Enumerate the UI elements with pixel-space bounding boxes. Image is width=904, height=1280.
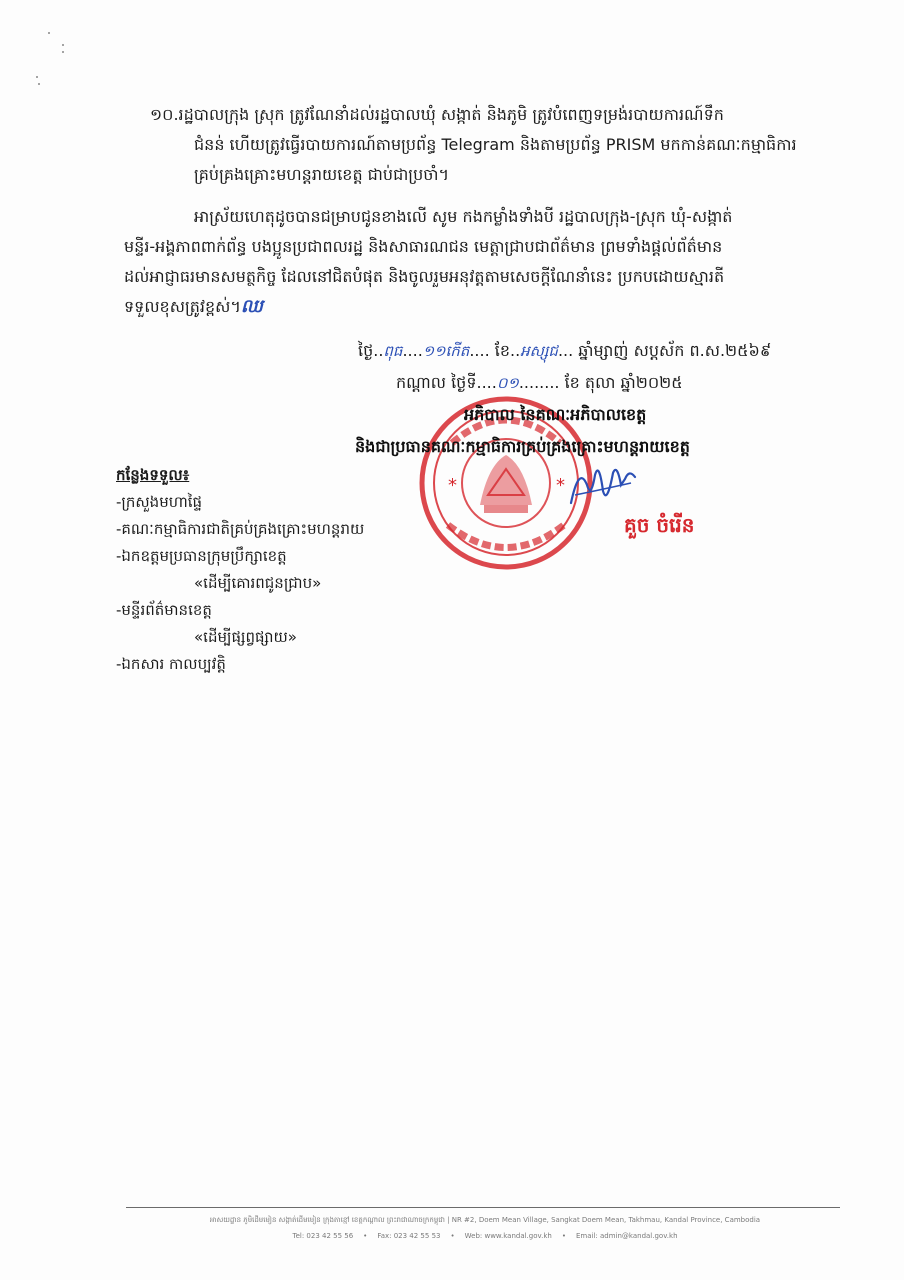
closing-paragraph <box>124 232 724 322</box>
recipients-list <box>116 462 364 678</box>
item-10-line-1: ១០.រដ្ឋបាលក្រុង ស្រុក ត្រូវណែនាំដល់រដ្ឋបាលឃុំ សង្កាត់ និងភូមិ ត្រូវបំពេញទម្រង់របាយការណ៍ទឹក <box>150 105 724 124</box>
month-handwritten: អស្សុជ <box>520 342 558 360</box>
svg-text:*: * <box>556 475 565 496</box>
scan-speck <box>48 32 50 34</box>
scan-speck <box>62 51 64 53</box>
signatory-title-2: និងជាប្រធានគណៈកម្មាធិការគ្រប់គ្រងគ្រោះមហន្តរាយខេត្ត <box>355 437 690 456</box>
recipient-item: -គណៈកម្មាធិការជាតិគ្រប់គ្រងគ្រោះមហន្តរាយ <box>116 520 365 538</box>
item-10-line-2: ជំនន់ ហើយត្រូវធ្វើរបាយការណ៍តាមប្រព័ន្ធ Telegram និងតាមប្រព័ន្ធ PRISM មកកាន់គណៈកម្មាធិការ <box>194 135 797 154</box>
day-handwritten: ពុធ <box>383 342 403 360</box>
day-number-handwritten: ០១ <box>496 374 519 392</box>
closing-line-4-text: ទទួលខុសត្រូវខ្ពស់។ <box>124 297 241 316</box>
scan-speck <box>38 83 40 85</box>
month-year-text: ខែ តុលា ឆ្នាំ២០២៥ <box>564 373 683 392</box>
footer-divider <box>126 1207 840 1208</box>
scan-speck <box>36 76 38 78</box>
made-at-text: កណ្តាល ថ្ងៃទី <box>396 373 477 392</box>
recipient-item: -ក្រសួងមហាផ្ទៃ <box>116 493 203 511</box>
handwritten-initial: ឈ <box>240 296 263 317</box>
item-10-paragraph <box>150 100 797 190</box>
closing-line-4 <box>124 292 724 322</box>
closing-paragraph-first-line <box>194 202 732 232</box>
footer-web[interactable]: Web: www.kandal.gov.kh <box>464 1232 552 1240</box>
recipient-note: «ដើម្បីផ្សព្វផ្សាយ» <box>194 628 297 646</box>
day-label: ថ្ងៃ <box>358 341 374 360</box>
signatory-name: គួច ចំរើន <box>624 513 695 537</box>
recipient-item: -ឯកឧត្តមប្រធានក្រុមប្រឹក្សាខេត្ត <box>116 547 287 565</box>
footer-tel: Tel: 023 42 55 56 <box>292 1232 354 1240</box>
footer-email[interactable]: Email: admin@kandal.gov.kh <box>575 1232 678 1240</box>
footer-fax: Fax: 023 42 55 53 <box>377 1232 441 1240</box>
solar-date-line: កណ្តាល ថ្ងៃទី....០១........ ខែ តុលា ឆ្នាំ២០២៥ <box>396 373 683 392</box>
closing-line-2: មន្ទីរ-អង្គភាពពាក់ព័ន្ធ បងប្អូនប្រជាពលរដ្ឋ និងសាធារណជន មេត្តាជ្រាបជាព័ត៌មាន ព្រមទាំងផ្តល់ព័ត៌មាន <box>124 237 723 256</box>
item-10-line-3: គ្រប់គ្រងគ្រោះមហន្តរាយខេត្ត ជាប់ជាប្រចាំ។ <box>194 165 450 184</box>
recipient-note: «ដើម្បីគោរពជូនជ្រាប» <box>194 574 322 592</box>
lunar-date-line: ថ្ងៃ..ពុធ....១១កើត.... ខែ..អស្សុជ... ឆ្នាំម្សាញ់ សប្តស័ក ព.ស.២៥៦៩ <box>358 341 772 360</box>
closing-line-1: អាស្រ័យហេតុដូចបានជម្រាបជូនខាងលើ សូម កងកម្លាំងទាំងបី រដ្ឋបាលក្រុង-ស្រុក ឃុំ-សង្កាត់ <box>194 207 733 226</box>
recipient-item: -ឯកសារ កាលប្បវត្តិ <box>116 655 226 673</box>
footer-contacts: Tel: 023 42 55 56 • Fax: 023 42 55 53 • Web: www.kandal.gov.kh • Email: admin@kandal.gov.kh <box>292 1232 678 1240</box>
year-text: ឆ្នាំម្សាញ់ សប្តស័ក ព.ស.២៥៦៩ <box>578 341 772 360</box>
svg-text:*: * <box>448 475 457 496</box>
waxing-handwritten: ១១កើត <box>422 342 470 360</box>
closing-line-3: ដល់អាជ្ញាធរមានសមត្ថកិច្ច ដែលនៅជិតបំផុត និងចូលរួមអនុវត្តតាមសេចក្តីណែនាំនេះ ប្រកបដោយស្មារតី <box>124 267 725 286</box>
handwritten-signature-icon <box>565 455 645 515</box>
recipients-heading: កន្លែងទទួល៖ <box>116 466 190 484</box>
footer-address: អាសយដ្ឋាន ភូមិដើមមៀន សង្កាត់ដើមមៀន ក្រុងតាខ្មៅ ខេត្តកណ្តាល ព្រះរាជាណាចក្រកម្ពុជា | NR #2, Doem Mean Village, Sangkat Doem Mean, Takhmau, Kandal Province, Cambodia <box>209 1216 761 1224</box>
scan-speck <box>62 44 64 46</box>
month-label: ខែ <box>494 341 510 360</box>
signatory-title-1: អភិបាល នៃគណៈអភិបាលខេត្ត <box>464 405 647 424</box>
recipient-item: -មន្ទីរព័ត៌មានខេត្ត <box>116 601 212 619</box>
